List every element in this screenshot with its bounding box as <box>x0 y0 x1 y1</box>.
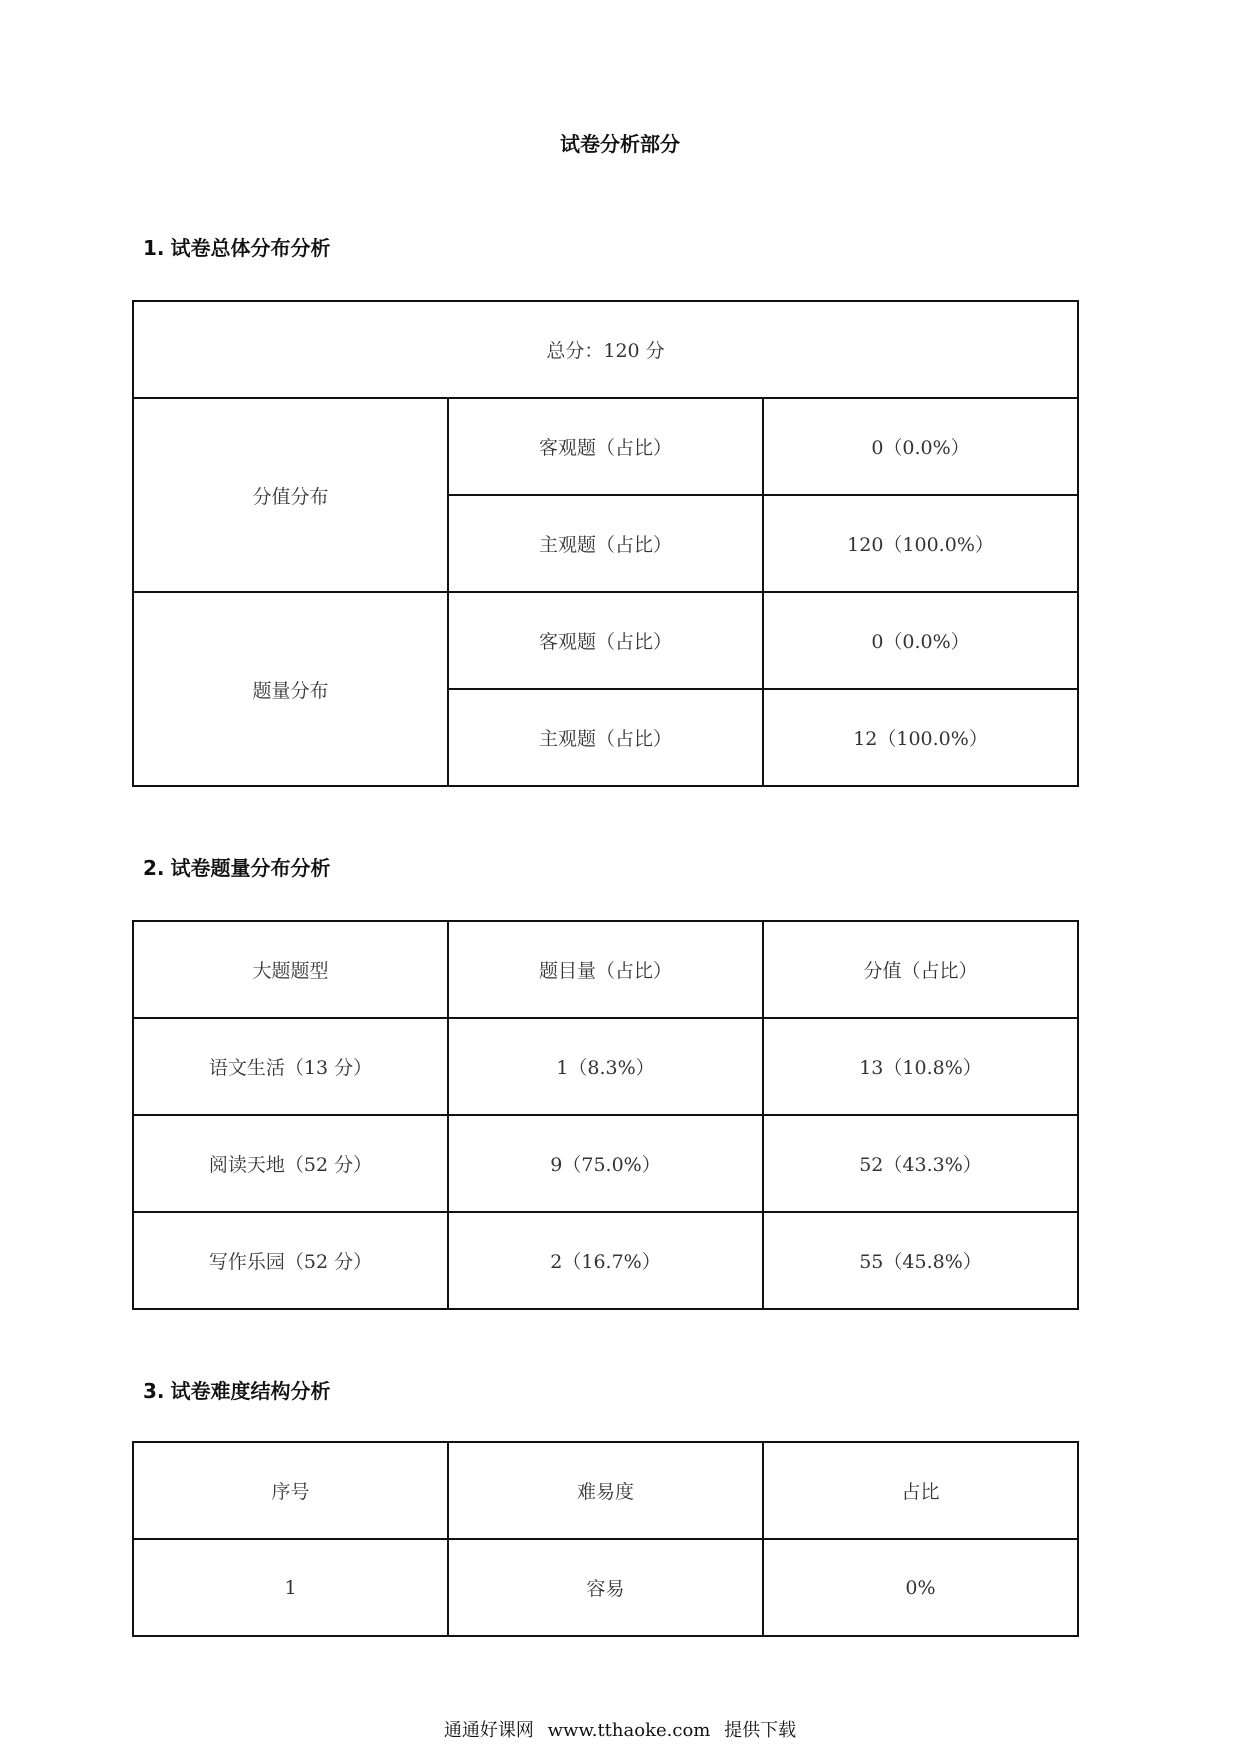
column-header: 分值（占比） <box>763 921 1078 1018</box>
score-distribution-label: 分值分布 <box>133 398 448 592</box>
table-row <box>133 1539 1078 1636</box>
table-row <box>133 1115 1078 1212</box>
column-header: 大题题型 <box>133 921 448 1018</box>
table-cell: 主观题（占比） <box>448 495 763 592</box>
table-row <box>133 398 1078 495</box>
table-cell: 120（100.0%） <box>763 495 1078 592</box>
section-title: 试卷难度结构分析 <box>170 1379 331 1403</box>
table-cell: 0（0.0%） <box>763 398 1078 495</box>
table-cell: 52（43.3%） <box>763 1115 1078 1212</box>
table-row <box>133 592 1078 689</box>
column-header: 序号 <box>133 1442 448 1539</box>
table-cell: 9（75.0%） <box>448 1115 763 1212</box>
section-title: 试卷总体分布分析 <box>170 236 331 260</box>
difficulty-table <box>132 1441 1079 1637</box>
table-cell: 客观题（占比） <box>448 592 763 689</box>
overall-distribution-table <box>132 300 1079 787</box>
column-header: 占比 <box>763 1442 1078 1539</box>
section-heading-2 <box>143 852 331 881</box>
table-cell: 0% <box>763 1539 1078 1636</box>
table-header-row <box>133 921 1078 1018</box>
table-cell: 客观题（占比） <box>448 398 763 495</box>
table-cell: 2（16.7%） <box>448 1212 763 1309</box>
count-distribution-label: 题量分布 <box>133 592 448 786</box>
column-header: 题目量（占比） <box>448 921 763 1018</box>
table-cell: 主观题（占比） <box>448 689 763 786</box>
table-cell: 阅读天地（52 分） <box>133 1115 448 1212</box>
footer-url[interactable]: www.tthaoke.com <box>547 1720 711 1741</box>
footer-site-name: 通通好课网 <box>443 1720 534 1741</box>
table-cell: 容易 <box>448 1539 763 1636</box>
total-score-cell: 总分：120 分 <box>133 301 1078 398</box>
question-type-table <box>132 920 1079 1310</box>
column-header: 难易度 <box>448 1442 763 1539</box>
table-cell: 0（0.0%） <box>763 592 1078 689</box>
table-cell: 12（100.0%） <box>763 689 1078 786</box>
section-heading-1 <box>143 232 331 261</box>
table-row <box>133 301 1078 398</box>
section-number: 2. <box>143 856 165 880</box>
table-cell: 语文生活（13 分） <box>133 1018 448 1115</box>
table-cell: 写作乐园（52 分） <box>133 1212 448 1309</box>
table-cell: 55（45.8%） <box>763 1212 1078 1309</box>
table-header-row <box>133 1442 1078 1539</box>
table-cell: 13（10.8%） <box>763 1018 1078 1115</box>
section-number: 1. <box>143 236 165 260</box>
footer-suffix: 提供下载 <box>724 1720 797 1741</box>
section-heading-3 <box>143 1375 331 1404</box>
table-row <box>133 1018 1078 1115</box>
section-number: 3. <box>143 1379 165 1403</box>
page-title: 试卷分析部分 <box>560 132 680 156</box>
section-title: 试卷题量分布分析 <box>170 856 331 880</box>
page-footer <box>0 1716 1240 1742</box>
table-cell: 1（8.3%） <box>448 1018 763 1115</box>
table-cell: 1 <box>133 1539 448 1636</box>
table-row <box>133 1212 1078 1309</box>
